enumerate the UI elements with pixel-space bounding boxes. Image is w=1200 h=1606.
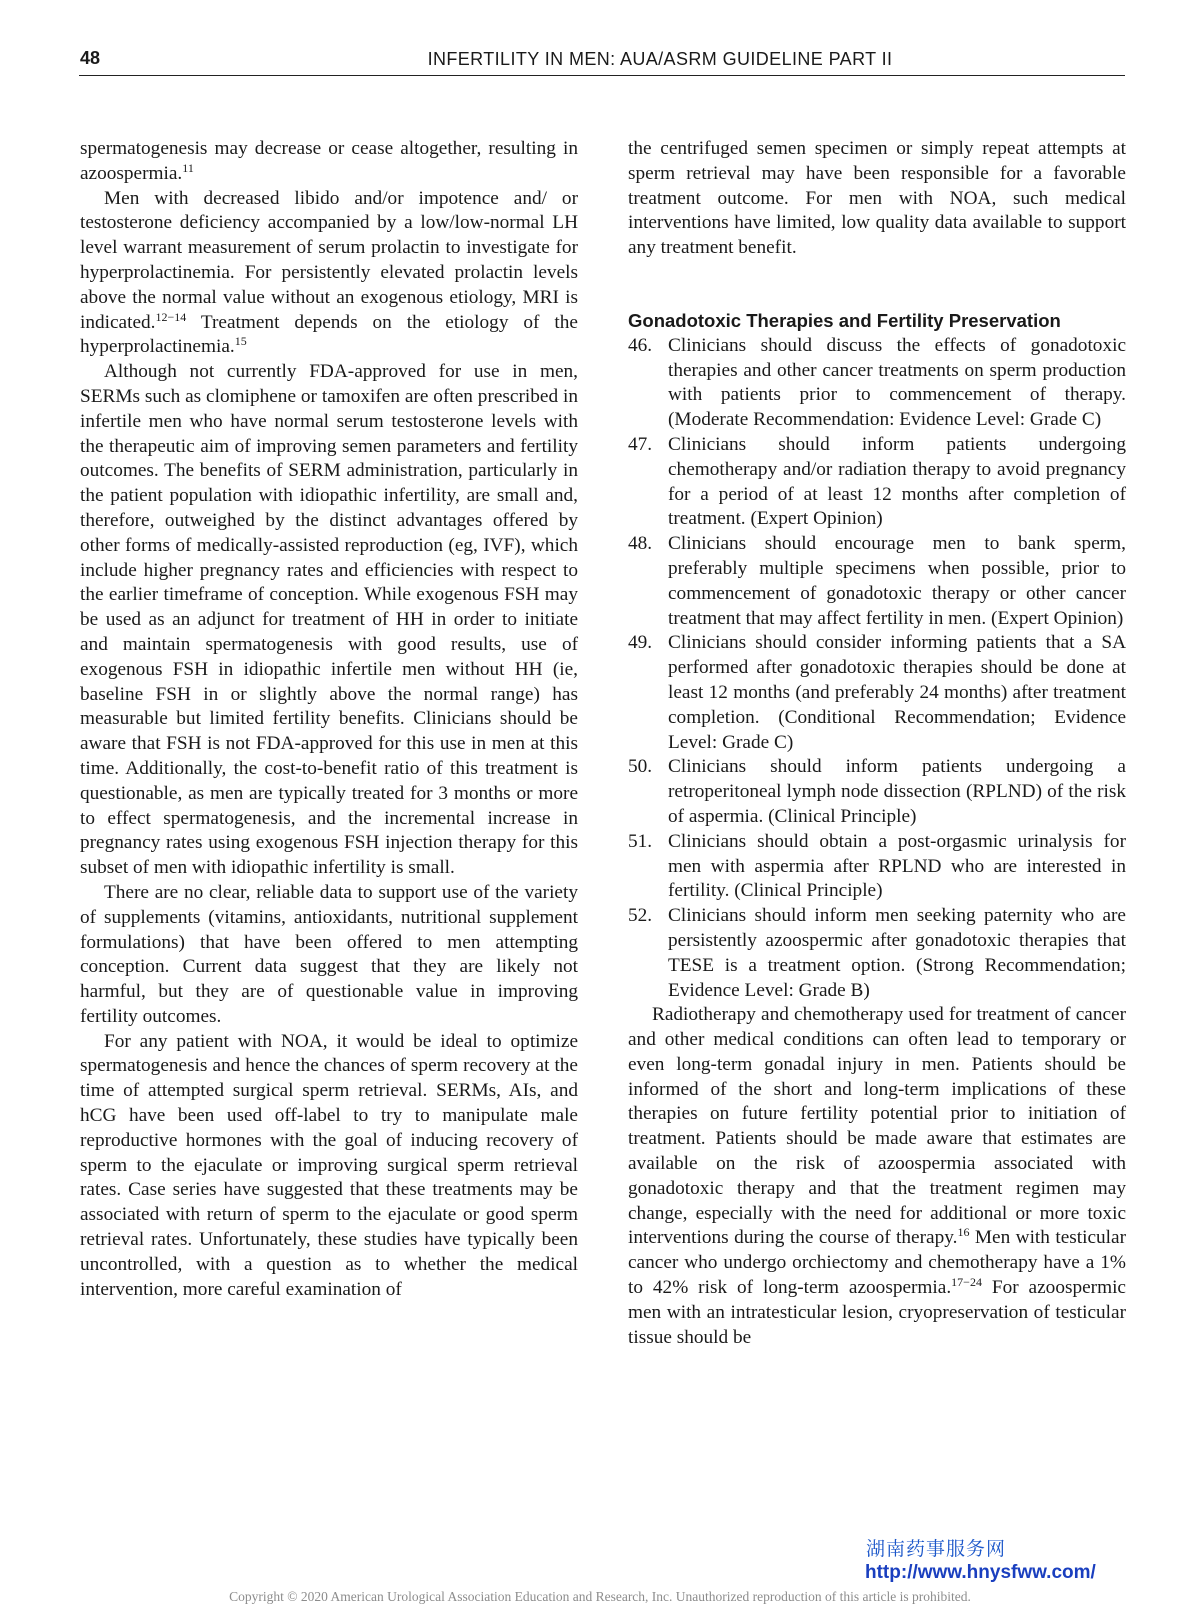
paragraph-text: Men with decreased libido and/or impotence and/ or testosterone deficiency accompanied by a low/low-normal LH level warrant measurement of serum prolactin to investigate for hyperprolactinemia. For persistently elevated prolactin levels above the normal value without an exogenous etiology, MRI is indicated. bbox=[80, 187, 578, 333]
right-column bbox=[628, 137, 1126, 1350]
watermark-url: http://www.hnysfww.com/ bbox=[865, 1562, 1096, 1583]
paragraph-text: For azoospermic men with an intratesticular lesion, cryopreservation of testicular tissue should be bbox=[628, 1277, 1126, 1348]
left-column bbox=[80, 137, 578, 1302]
paragraph bbox=[80, 137, 578, 187]
paragraph bbox=[80, 187, 578, 361]
paragraph-text: Men with testicular cancer who undergo orchiectomy and chemotherapy have a 1% to 42% risk of long-term azoospermia. bbox=[628, 1227, 1127, 1299]
paragraph: There are no clear, reliable data to support use of the variety of supplements (vitamins, antioxidants, nutritional supplement formulations) that have been offered to men attempting conception. Current data suggest that they are likely not harmful, but they are of questionable value in improving fertility outcomes. bbox=[80, 881, 578, 1027]
recommendation-item bbox=[628, 532, 1126, 631]
recommendation-item bbox=[628, 755, 1126, 829]
reference-superscript: 12−14 bbox=[155, 309, 187, 324]
reference-superscript: 17−24 bbox=[951, 1275, 982, 1290]
recommendation-text: Clinicians should obtain a post-orgasmic urinalysis for men with aspermia after RPLND who are interested in fertility. (Clinical Principle) bbox=[668, 830, 1126, 902]
recommendation-number: 48. bbox=[628, 533, 653, 555]
paragraph: Although not currently FDA-approved for use in men, SERMs such as clomiphene or tamoxifen are often prescribed in infertile men who have normal serum testosterone levels with the therapeutic aim of improving semen parameters and fertility outcomes. The benefits of SERM administration, particularly in the patient population with idiopathic infertility, are small and, therefore, outweighed by the distinct advantages offered by other forms of medically-assisted reproduction (eg, IVF), which include higher pregnancy rates and efficiencies with respect to the earlier timeframe of conception. While exogenous FSH may be used as an adjunct for treatment of HH in order to initiate and maintain spermatogenesis with good results, use of exogenous FSH in idiopathic infertile men without HH (ie, baseline FSH in or slightly above the normal range) has measurable but limited fertility benefits. Clinicians should be aware that FSH is not FDA-approved for this use in men at this time. Additionally, the cost-to-benefit ratio of this treatment is questionable, as men are typically treated for 3 months or more to effect spermatogenesis, and the incremental increase in pregnancy rates using exogenous FSH injection therapy for this subset of men with idiopathic infertility is small. bbox=[80, 361, 578, 879]
recommendation-text: Clinicians should encourage men to bank sperm, preferably multiple specimens when possible, prior to commencement of gonadotoxic therapy or other cancer treatment that may affect fertility in men. (Expert Opinion) bbox=[668, 533, 1126, 629]
paragraph: the centrifuged semen specimen or simply repeat attempts at sperm retrieval may have been responsible for a favorable treatment outcome. For men with NOA, such medical interventions have limited, low quality data available to support any treatment benefit. bbox=[628, 138, 1126, 259]
recommendation-number: 47. bbox=[628, 433, 653, 455]
recommendation-item bbox=[628, 433, 1126, 532]
recommendation-item bbox=[628, 830, 1126, 904]
reference-superscript: 16 bbox=[957, 1225, 970, 1240]
recommendation-number: 52. bbox=[628, 905, 653, 927]
recommendation-text: Clinicians should consider informing patients that a SA performed after gonadotoxic therapies should be done at least 12 months (and preferably 24 months) after treatment completion. (Conditional Recommendation; Evidence Level: Grade C) bbox=[668, 632, 1126, 753]
recommendation-text: Clinicians should inform men seeking paternity who are persistently azoospermic after gonadotoxic therapies that TESE is a treatment option. (Strong Recommendation; Evidence Level: Grade B) bbox=[668, 905, 1126, 1001]
header-rule bbox=[79, 75, 1125, 76]
recommendation-number: 46. bbox=[628, 334, 653, 356]
watermark-site-name: 湖南药事服务网 bbox=[866, 1538, 1007, 1560]
paragraph-text: Radiotherapy and chemotherapy used for treatment of cancer and other medical conditions can often lead to temporary or even long-term gonadal injury in men. Patients should be informed of the short and long-term implications of these therapies on future fertility potential prior to initiation of treatment. Patients should be made aware that estimates are available on the risk of azoospermia associated with gonadotoxic therapy and that the treatment regimen may change, especially with the need for additional or more toxic interventions during the course of therapy. bbox=[628, 1004, 1126, 1249]
recommendation-item bbox=[628, 334, 1126, 433]
recommendation-number: 50. bbox=[628, 756, 653, 778]
page-number: 48 bbox=[80, 48, 101, 68]
paragraph: For any patient with NOA, it would be ideal to optimize spermatogenesis and hence the chances of sperm recovery at the time of attempted surgical sperm retrieval. SERMs, AIs, and hCG have been used off-label to try to manipulate male reproductive hormones with the goal of inducing recovery of sperm to the ejaculate or improving surgical sperm retrieval rates. Case series have suggested that these treatments may be associated with return of sperm to the ejaculate or good sperm retrieval rates. Unfortunately, these studies have typically been uncontrolled, with a question as to whether the medical intervention, more careful examination of bbox=[80, 1030, 578, 1300]
reference-superscript: 11 bbox=[182, 160, 194, 175]
recommendation-number: 51. bbox=[628, 830, 653, 852]
recommendation-text: Clinicians should inform patients undergoing chemotherapy and/or radiation therapy to avoid pregnancy for a period of at least 12 months after completion of treatment. (Expert Opinion) bbox=[668, 433, 1126, 530]
recommendation-text: Clinicians should discuss the effects of gonadotoxic therapies and other cancer treatments on sperm production with patients prior to commencement of therapy. (Moderate Recommendation: Evidence Level: Grade C) bbox=[668, 334, 1126, 431]
running-title: INFERTILITY IN MEN: AUA/ASRM GUIDELINE PART II bbox=[427, 49, 893, 69]
paragraph bbox=[628, 1003, 1126, 1350]
recommendation-number: 49. bbox=[628, 632, 653, 654]
reference-superscript: 15 bbox=[234, 334, 247, 349]
paragraph-text: Treatment depends on the etiology of the hyperprolactinemia. bbox=[80, 311, 578, 358]
recommendation-item bbox=[628, 904, 1126, 1003]
recommendation-text: Clinicians should inform patients undergoing a retroperitoneal lymph node dissection (RPLND) of the risk of aspermia. (Clinical Principle) bbox=[668, 756, 1126, 827]
paragraph-text: spermatogenesis may decrease or cease altogether, resulting in azoospermia. bbox=[80, 138, 578, 184]
copyright-notice: Copyright © 2020 American Urological Association Education and Research, Inc. Unauthorized reproduction of this article is prohibited. bbox=[229, 1589, 971, 1604]
section-spacer bbox=[628, 261, 1126, 309]
recommendation-item bbox=[628, 631, 1126, 755]
section-heading: Gonadotoxic Therapies and Fertility Preservation bbox=[628, 309, 1061, 331]
recommendation-list bbox=[628, 334, 1126, 1004]
